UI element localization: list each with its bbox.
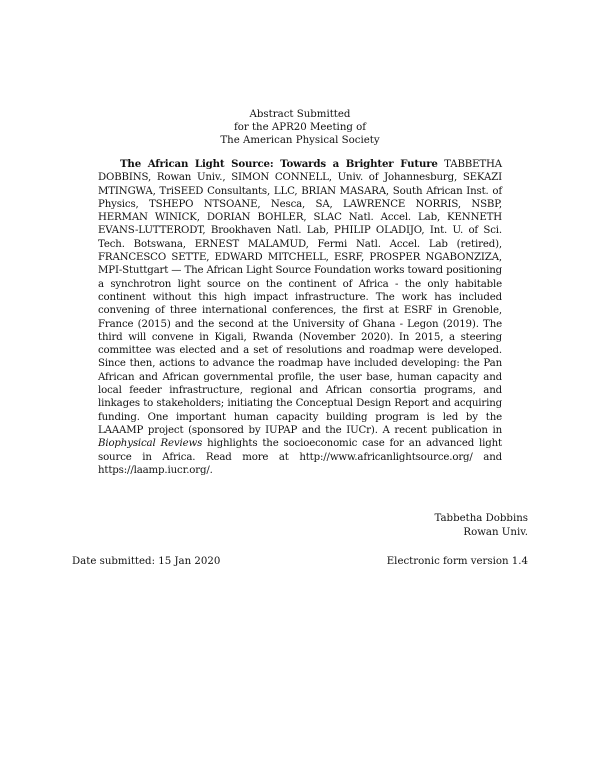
submission-header [0, 108, 600, 147]
submitter-name: Tabbetha Dobbins [434, 513, 528, 524]
abstract-text-part2: highlights the socioeconomic case for an advanced light source in Africa. Read more at http://www.africanlightsource.org/ and https://laamp.iucr.org/. [98, 438, 502, 476]
header-line-meeting: for the APR20 Meeting of [233, 122, 367, 133]
abstract-authors: TABBETHA DOBBINS, Rowan Univ., SIMON CONNELL, Univ. of Johannesburg, SEKAZI MTINGWA, TriSEED Consultants, LLC, BRIAN MASARA, South African Inst. of Physics, TSHEPO NTSOANE, Nesca, SA, LAWRENCE NORRIS, NSBP, HERMAN WINICK, DORIAN BOHLER, SLAC Natl. Accel. Lab, KENNETH EVANS-LUTTERODT, Brookhaven Natl. Lab, PHILIP OLADIJO, Int. U. of Sci. Tech. Botswana, ERNEST MALAMUD, Fermi Natl. Accel. Lab (retired), FRANCESCO SETTE, EDWARD MITCHELL, ESRF, PROSPER NGABONZIZA, MPI-Stuttgart [98, 159, 502, 277]
abstract-body [98, 158, 502, 477]
submitter-affiliation: Rowan Univ. [463, 527, 528, 538]
abstract-text-part1: — The African Light Source Foundation works toward positioning a synchrotron light source on the continent of Africa - the only habitable continent without this high impact infrastructure. The work has included convening of three international conferences, the first at ESRF in Grenoble, France (2015) and the second at the University of Ghana - Legon (2019). The third will convene in Kigali, Rwanda (November 2020). In 2015, a steering committee was elected and a set of resolutions and roadmap were developed. Since then, actions to advance the roadmap have included developing: the Pan African and African governmental profile, the user base, human capacity and local feeder infrastructure, regional and African consortia programs, and linkages to stakeholders; initiating the Conceptual Design Report and acquiring funding. One important human capacity building program is led by the LAAAMP project (sponsored by IUPAP and the IUCr). A recent publication in [98, 265, 502, 436]
journal-name: Biophysical Reviews [98, 438, 203, 450]
header-line-abstract-submitted: Abstract Submitted [249, 109, 351, 120]
header-line-society: The American Physical Society [220, 135, 380, 146]
date-submitted: Date submitted: 15 Jan 2020 [72, 556, 221, 567]
form-version: Electronic form version 1.4 [386, 556, 528, 567]
submitter-signoff [434, 512, 528, 540]
abstract-title: The African Light Source: Towards a Brighter Future [120, 158, 438, 170]
